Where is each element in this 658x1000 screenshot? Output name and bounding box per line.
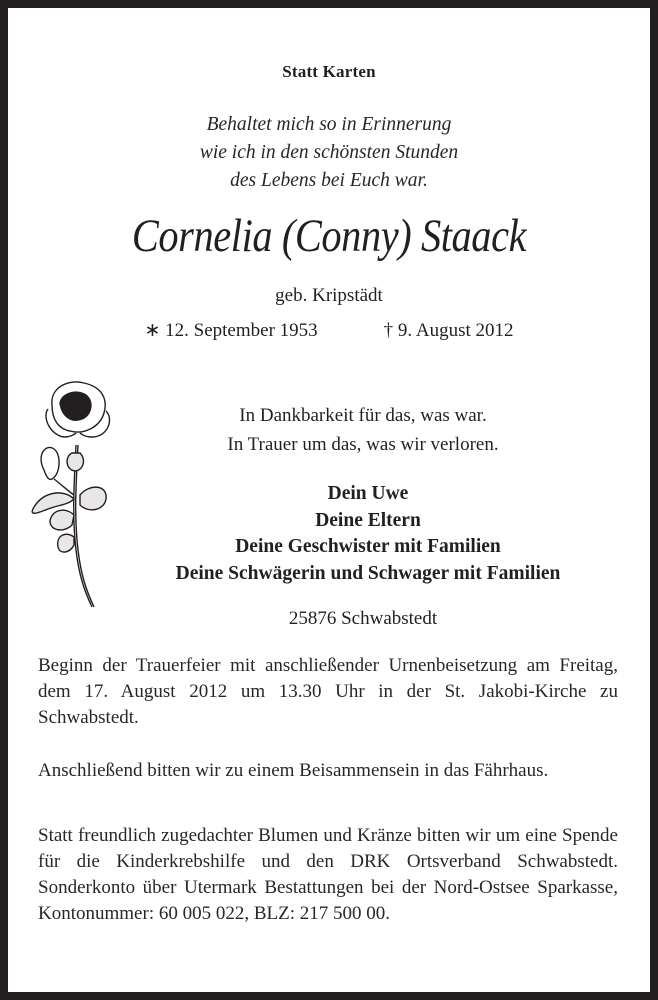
mourner: Deine Geschwister mit Familien <box>235 536 501 557</box>
mourner: Dein Uwe <box>327 483 409 504</box>
rose-icon <box>24 375 124 615</box>
birth-name: geb. Kripstädt <box>275 285 383 306</box>
deceased-name: Cornelia (Conny) Staack <box>131 210 527 262</box>
place: 25876 Schwabstedt <box>288 608 438 629</box>
funeral-info: Beginn der Trauerfeier mit anschließender Urnenbeisetzung am Freitag, dem 17. August 2012 um 13.30 Uhr in der St. Jakobi-Kirche zu Schwabstedt. <box>38 655 618 728</box>
thanks-line: In Dankbarkeit für das, was war. <box>239 405 487 426</box>
notice-heading: Statt Karten <box>282 62 376 81</box>
motto-line: Behaltet mich so in Erinnerung <box>206 114 452 135</box>
thanks-text <box>123 401 603 459</box>
obituary-notice <box>8 8 650 992</box>
motto-line: wie ich in den schönsten Stunden <box>199 142 459 163</box>
donation-info: Statt freundlich zugedachter Blumen und Kränze bitten wir um eine Spende für die Kinderkrebshilfe und den DRK Ortsverband Schwabstedt. Sonderkonto über Utermark Bestattungen bei der Nord-Ostsee Sparkasse, Kontonummer: 60 005 022, BLZ: 217 500 00. <box>38 825 618 924</box>
gathering-info: Anschließend bitten wir zu einem Beisammensein in das Fährhaus. <box>38 760 549 781</box>
mourner: Deine Schwägerin und Schwager mit Familien <box>175 562 561 584</box>
death-date: † 9. August 2012 <box>383 320 514 341</box>
motto-line: des Lebens bei Euch war. <box>230 170 428 191</box>
mourner: Deine Eltern <box>315 509 421 531</box>
life-dates <box>8 319 650 342</box>
motto-quote <box>8 111 650 195</box>
thanks-line: In Trauer um das, was wir verloren. <box>227 434 499 455</box>
birth-date: ∗ 12. September 1953 <box>144 320 318 341</box>
mourners-list <box>118 481 618 587</box>
